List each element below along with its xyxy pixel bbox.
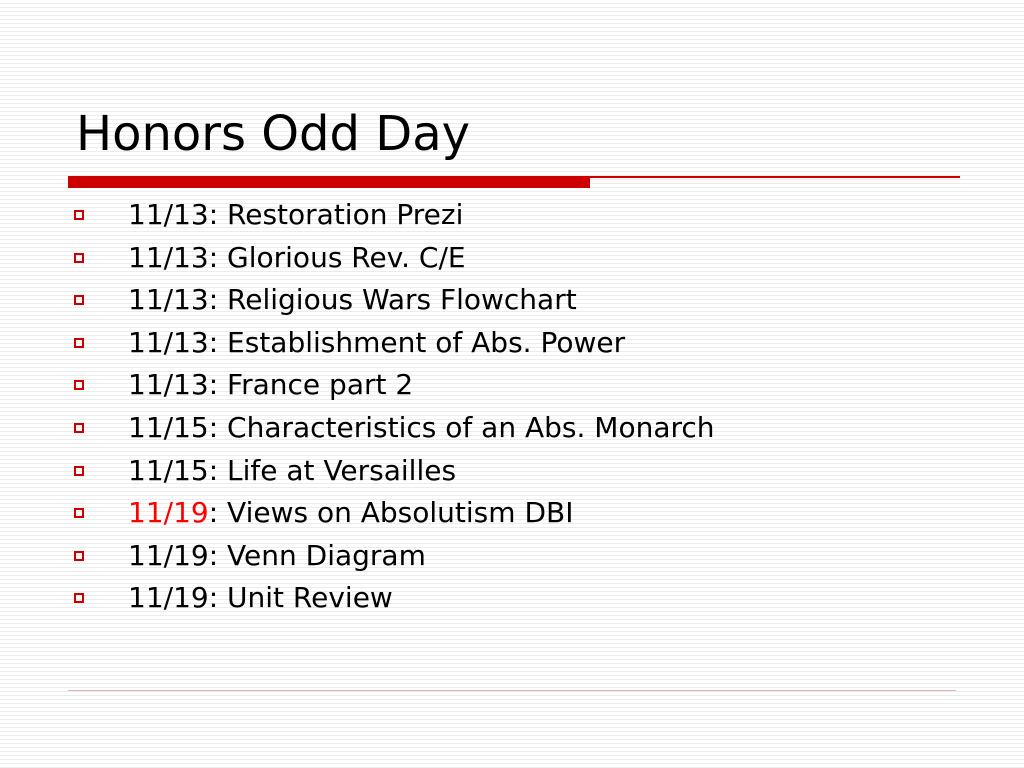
- slide-title: Honors Odd Day: [76, 106, 471, 162]
- list-item: [74, 492, 715, 535]
- item-date: 11/19: [128, 538, 209, 572]
- item-date: 11/15: [128, 453, 209, 487]
- list-item: [74, 535, 715, 578]
- hollow-square-icon: [74, 423, 84, 433]
- list-item: [74, 279, 715, 322]
- list-item: [74, 322, 715, 365]
- item-text: : Characteristics of an Abs. Monarch: [208, 410, 715, 444]
- item-date: 11/13: [128, 240, 209, 274]
- item-text: : Venn Diagram: [208, 538, 426, 572]
- list-item: [74, 407, 715, 450]
- hollow-square-icon: [74, 593, 84, 603]
- item-date: 11/19: [128, 581, 209, 615]
- item-date-highlighted: 11/19: [128, 496, 209, 530]
- hollow-square-icon: [74, 210, 84, 220]
- hollow-square-icon: [74, 295, 84, 305]
- hollow-square-icon: [74, 508, 84, 518]
- list-item: [74, 364, 715, 407]
- hollow-square-icon: [74, 253, 84, 263]
- hollow-square-icon: [74, 380, 84, 390]
- item-text: : Restoration Prezi: [208, 198, 464, 231]
- footer-divider: [68, 690, 956, 691]
- item-text: : France part 2: [208, 368, 414, 402]
- item-text: : Views on Absolutism DBI: [208, 496, 574, 530]
- item-text: : Glorious Rev. C/E: [208, 240, 466, 274]
- hollow-square-icon: [74, 466, 84, 476]
- item-text: : Life at Versailles: [208, 453, 457, 487]
- item-text: : Unit Review: [208, 581, 393, 615]
- list-item: [74, 237, 715, 280]
- item-date: 11/13: [128, 368, 209, 402]
- title-underline-thin: [590, 176, 960, 178]
- item-date: 11/13: [128, 198, 209, 231]
- hollow-square-icon: [74, 338, 84, 348]
- list-item: [74, 450, 715, 493]
- item-date: 11/15: [128, 410, 209, 444]
- item-text: : Religious Wars Flowchart: [208, 283, 577, 317]
- item-date: 11/13: [128, 325, 209, 359]
- title-underline-thick: [68, 176, 590, 188]
- list-item: [74, 194, 715, 237]
- item-date: 11/13: [128, 283, 209, 317]
- item-text: : Establishment of Abs. Power: [208, 325, 626, 359]
- bullet-list: [74, 194, 715, 620]
- hollow-square-icon: [74, 551, 84, 561]
- list-item: [74, 577, 715, 620]
